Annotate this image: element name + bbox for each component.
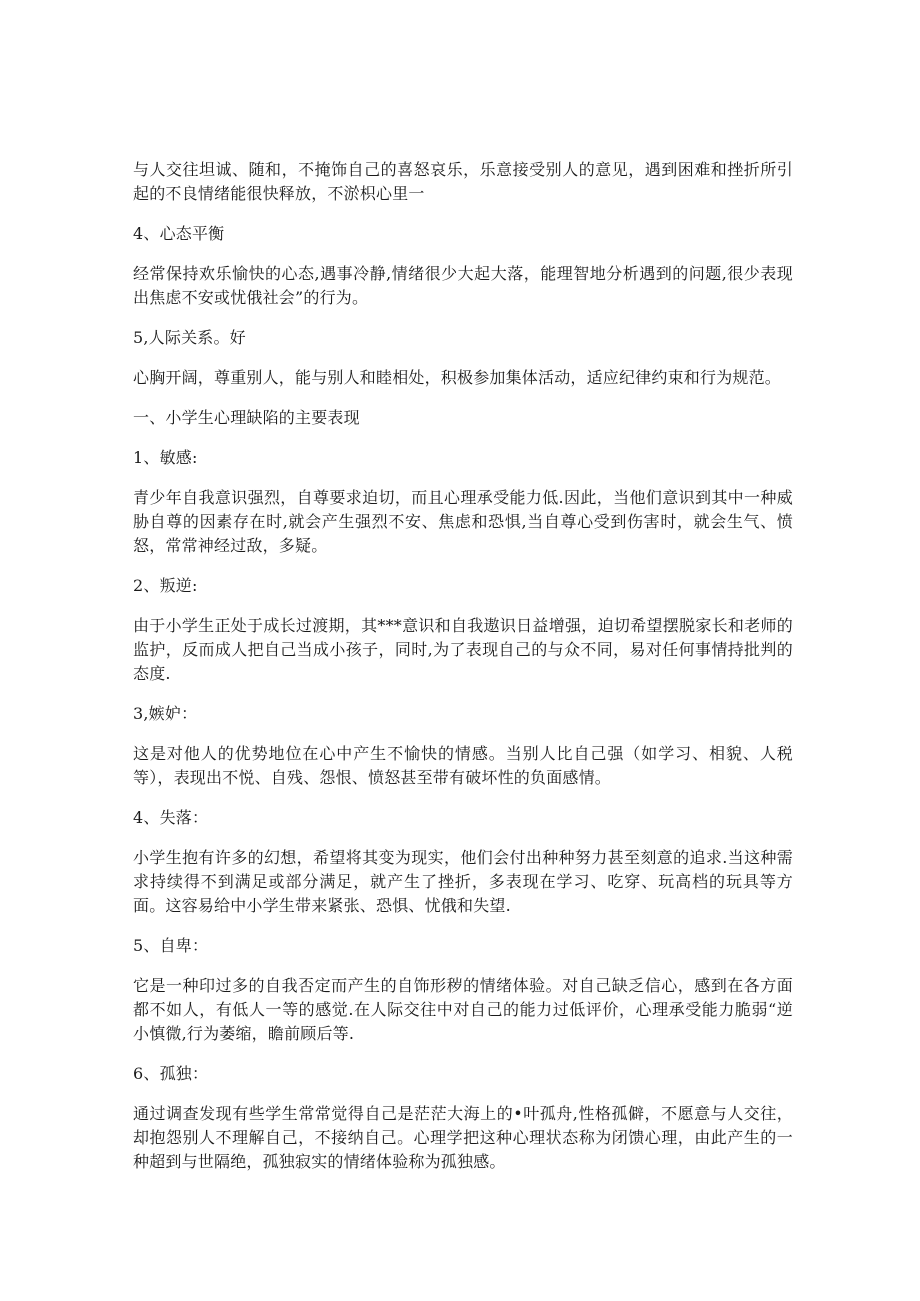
paragraph-personality-traits: 与人交往坦诚、随和，不掩饰自己的喜怒哀乐，乐意接受别人的意见，遇到困难和挫折所引起的不良情绪能很快释放，不淤枳心里一 xyxy=(133,160,793,203)
paragraph-inferiority: 它是一种印过多的自我否定而产生的自饰形秽的情绪体验。对自己缺乏信心，感到在各方面都不如人，有低人一等的感觉.在人际交往中对自己的能力过低评价，心理承受能力脆弱“逆小慎微,行为萎缩，瞻前顾后等. xyxy=(133,976,793,1043)
paragraph-interpersonal-relations: 心胸开阔，尊重别人，能与别人和睦相处，积极参加集体活动，适应纪律约束和行为规范。 xyxy=(133,368,782,387)
heading-sensitive: 1、敏感: xyxy=(133,448,198,467)
heading-mental-balance: 4、心态平衡 xyxy=(133,224,225,243)
heading-loneliness: 6、孤独： xyxy=(133,1064,209,1083)
document-body xyxy=(133,158,793,1190)
heading-inferiority: 5、自卑： xyxy=(133,936,209,955)
paragraph-sensitive: 青少年自我意识强烈，自尊要求迫切，而且心理承受能力低.因此，当他们意识到其中一种威胁自尊的因素存在时,就会产生强烈不安、焦虑和恐惧,当自尊心受到伤害时，就会生气、愤怒，常常神经过敌，多疑。 xyxy=(133,488,793,555)
heading-loss: 4、失落： xyxy=(133,808,209,827)
paragraph-mental-balance: 经常保持欢乐愉快的心态,遇事冷静,情绪很少大起大落，能理智地分析遇到的问题,很少表现出焦虑不安或忧俄社会”的行为。 xyxy=(133,264,793,307)
paragraph-jealousy: 这是对他人的优势地位在心中产生不愉快的情感。当别人比自己强（如学习、相貌、人税等），表现出不悦、自残、怨恨、愤怒甚至带有破坏性的负面感情。 xyxy=(133,744,793,787)
heading-jealousy: 3,嫉妒： xyxy=(133,704,198,723)
section-heading-psychological-defects: 一、小学生心理缺陷的主要表现 xyxy=(133,408,360,427)
heading-interpersonal-relations: 5,人际关系。好 xyxy=(133,328,246,347)
paragraph-loss: 小学生抱有许多的幻想，希望将其变为现实，他们会付出种种努力甚至刻意的追求.当这种需求持续得不到满足或部分满足，就产生了挫折，多表现在学习、吃穿、玩高档的玩具等方面。这容易给中小学生带来紧张、恐惧、忧俄和失望. xyxy=(133,848,793,915)
heading-rebellious: 2、叛逆: xyxy=(133,576,198,595)
paragraph-rebellious: 由于小学生正处于成长过渡期，其***意识和自我遨识日益增强，迫切希望摆脱家长和老师的监护，反而成人把自己当成小孩子，同时,为了表现自己的与众不同，易对任何事情持批判的态度. xyxy=(133,616,793,683)
paragraph-loneliness: 通过调查发现有些学生常常觉得自己是茫茫大海上的•叶孤舟,性格孤僻，不愿意与人交往，却抱怨别人不理解自己，不接纳自己。心理学把这种心理状态称为闭馈心理，由此产生的一种超到与世隔绝，孤独寂实的情绪体验称为孤独感。 xyxy=(133,1104,793,1171)
